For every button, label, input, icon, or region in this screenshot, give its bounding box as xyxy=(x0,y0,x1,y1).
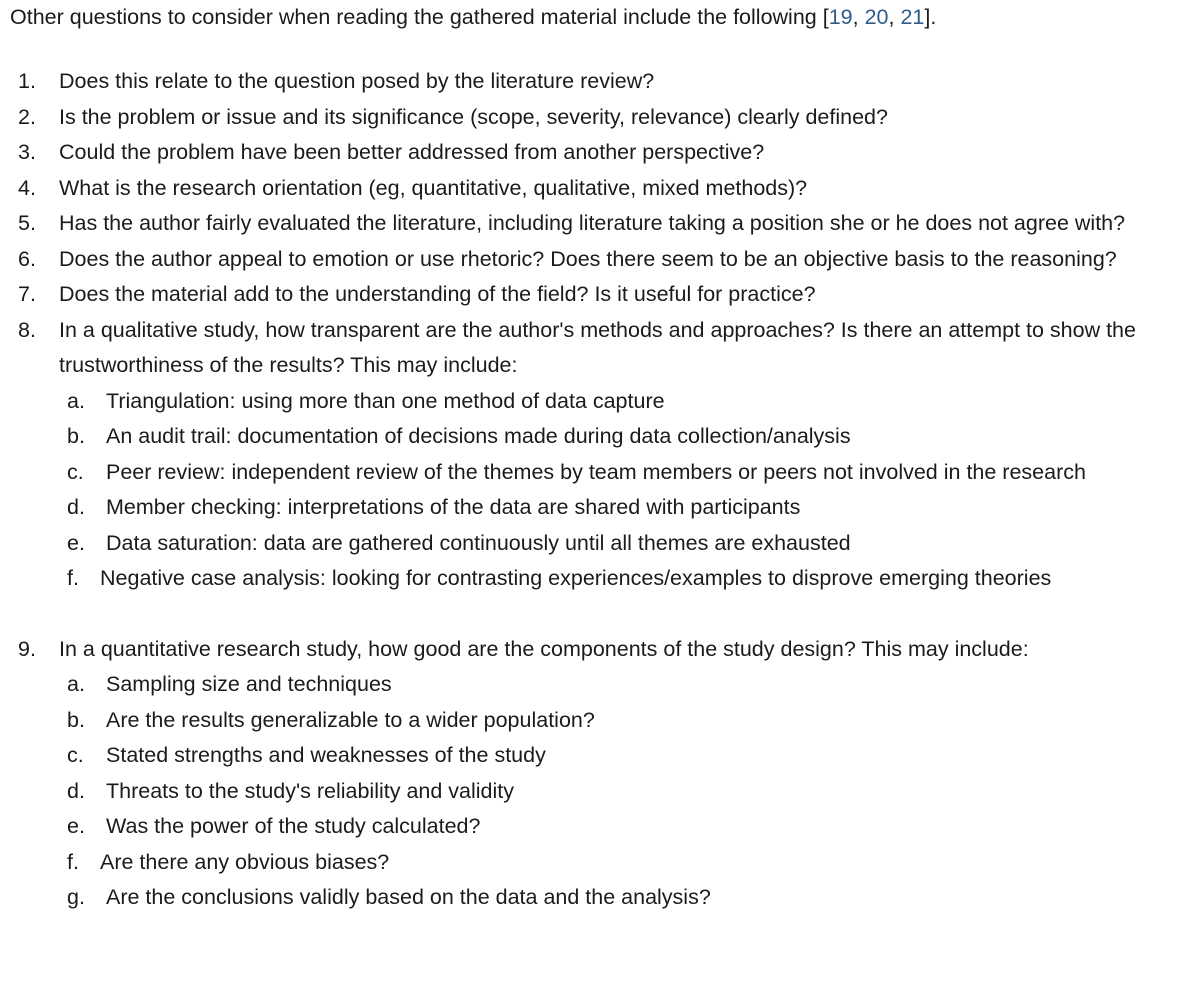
sublist-item xyxy=(59,738,1200,774)
reference-link-19[interactable]: 19 xyxy=(828,5,853,29)
sublist-item-text: Threats to the study's reliability and validity xyxy=(106,778,515,803)
sublist-item xyxy=(59,809,1200,845)
reference-link-21[interactable]: 21 xyxy=(900,5,925,29)
sublist-item xyxy=(59,880,1200,916)
sublist-item xyxy=(59,526,1200,562)
reference-link-20[interactable]: 20 xyxy=(864,5,889,29)
sublist-item-text: An audit trail: documentation of decisions made during data collection/analysis xyxy=(106,424,851,448)
list-number: 1. xyxy=(18,69,36,93)
sublist-item xyxy=(59,561,1200,597)
sublist-letter: f. xyxy=(67,566,79,590)
sublist-item-text: Are the results generalizable to a wider population? xyxy=(106,707,595,732)
list-item xyxy=(10,632,1200,916)
list-item xyxy=(10,135,1200,171)
list-number: 5. xyxy=(18,211,36,235)
list-item xyxy=(10,242,1200,278)
sublist-item-text: Peer review: independent review of the themes by team members or peers not involved in the research xyxy=(106,459,1086,484)
quantitative-sublist xyxy=(59,667,1200,916)
sublist-item-text: Sampling size and techniques xyxy=(106,672,392,696)
sublist-item-text: Data saturation: data are gathered continuously until all themes are exhausted xyxy=(106,530,851,555)
sublist-item xyxy=(59,845,1200,881)
list-item-text: Does this relate to the question posed by the literature review? xyxy=(59,69,655,93)
list-spacer xyxy=(59,597,1200,632)
list-item-text: Does the material add to the understanding of the field? Is it useful for practice? xyxy=(59,282,816,306)
list-item xyxy=(10,277,1200,313)
ref-separator: , xyxy=(888,5,901,29)
sublist-letter: d. xyxy=(67,778,85,803)
sublist-letter: e. xyxy=(67,814,85,838)
sublist-item xyxy=(59,667,1200,703)
intro-text: Other questions to consider when reading the gathered material include the following [ xyxy=(10,5,829,29)
qualitative-sublist xyxy=(59,384,1200,597)
list-number: 7. xyxy=(18,282,36,306)
list-number: 2. xyxy=(18,104,36,129)
list-item-text: In a qualitative study, how transparent are the author's methods and approaches? Is there an attempt to show the trustworthiness of the results? This may include: xyxy=(59,317,1136,377)
sublist-item-text: Negative case analysis: looking for contrasting experiences/examples to disprove emerging theories xyxy=(100,566,1052,590)
intro-text-end: ]. xyxy=(924,5,937,29)
list-item-text: Could the problem have been better addressed from another perspective? xyxy=(59,140,765,164)
ref-separator: , xyxy=(852,5,865,29)
sublist-letter: b. xyxy=(67,707,85,732)
sublist-letter: d. xyxy=(67,495,85,519)
intro-paragraph xyxy=(10,0,1200,36)
list-item-text: Is the problem or issue and its significance (scope, severity, relevance) clearly defined? xyxy=(59,104,888,129)
list-number: 3. xyxy=(18,140,36,164)
list-item xyxy=(10,313,1200,632)
list-item xyxy=(10,64,1200,100)
list-number: 9. xyxy=(18,636,36,661)
sublist-item-text: Are the conclusions validly based on the data and the analysis? xyxy=(106,885,711,909)
sublist-item xyxy=(59,774,1200,810)
questions-list xyxy=(10,64,1200,916)
sublist-letter: e. xyxy=(67,530,85,555)
sublist-item xyxy=(59,419,1200,455)
sublist-letter: c. xyxy=(67,459,84,484)
sublist-item-text: Are there any obvious biases? xyxy=(100,849,390,874)
sublist-item xyxy=(59,490,1200,526)
sublist-letter: b. xyxy=(67,424,85,448)
sublist-item-text: Member checking: interpretations of the data are shared with participants xyxy=(106,495,801,519)
list-number: 8. xyxy=(18,317,36,342)
list-item xyxy=(10,206,1200,242)
sublist-item-text: Stated strengths and weaknesses of the study xyxy=(106,743,546,767)
sublist-item-text: Triangulation: using more than one method of data capture xyxy=(106,388,665,413)
list-item xyxy=(10,100,1200,136)
sublist-item-text: Was the power of the study calculated? xyxy=(106,814,481,838)
sublist-letter: c. xyxy=(67,743,84,767)
list-number: 4. xyxy=(18,175,36,200)
list-number: 6. xyxy=(18,246,36,271)
sublist-letter: f. xyxy=(67,849,79,874)
sublist-letter: a. xyxy=(67,672,85,696)
list-item-text: In a quantitative research study, how good are the components of the study design? This may include: xyxy=(59,636,1029,661)
sublist-item xyxy=(59,455,1200,491)
list-item-text: What is the research orientation (eg, quantitative, qualitative, mixed methods)? xyxy=(59,175,808,200)
list-item-text: Does the author appeal to emotion or use rhetoric? Does there seem to be an objective basis to the reasoning? xyxy=(59,246,1117,271)
list-item xyxy=(10,171,1200,207)
list-item-text: Has the author fairly evaluated the literature, including literature taking a position she or he does not agree with? xyxy=(59,211,1126,235)
sublist-letter: a. xyxy=(67,388,85,413)
sublist-item xyxy=(59,703,1200,739)
sublist-item xyxy=(59,384,1200,420)
sublist-letter: g. xyxy=(67,885,85,909)
